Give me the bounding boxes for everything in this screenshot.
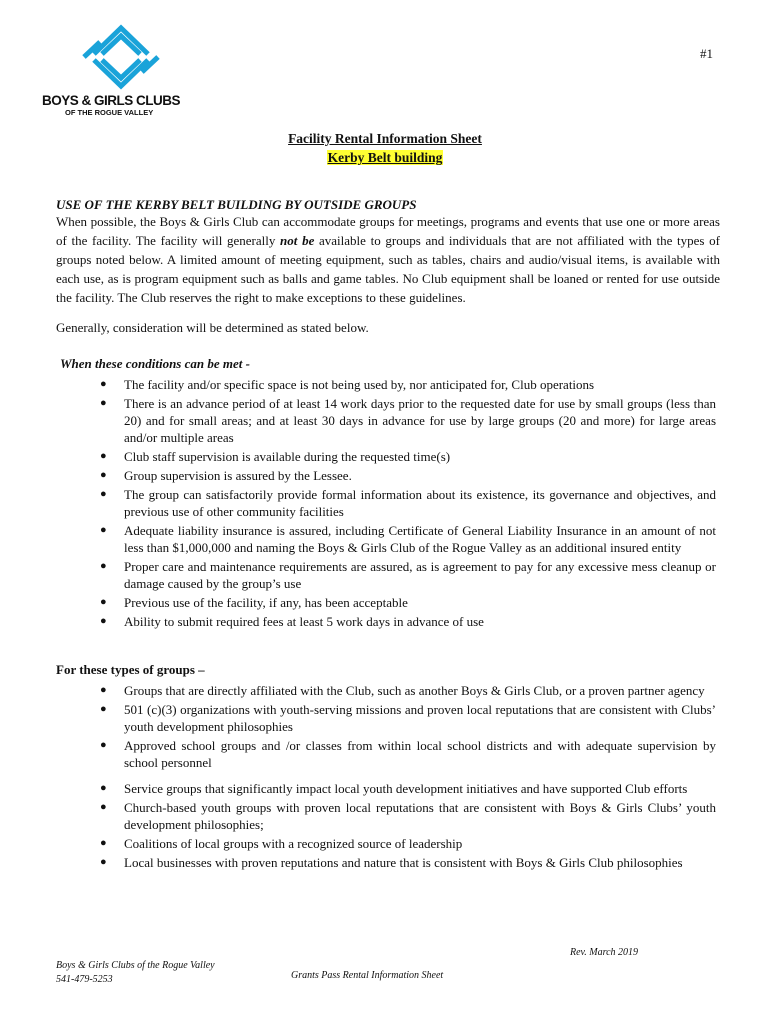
bullet-icon: ● <box>100 469 107 481</box>
bullet-icon: ● <box>100 856 107 868</box>
boys-and-girls-clubs-hands-logo-icon <box>80 24 162 90</box>
page-number: #1 <box>700 46 713 61</box>
list-item-text: There is an advance period of at least 14 work days prior to the requested date for use by small groups (less than 20) and for small areas; and at least 30 days in advance for use by large groups (20 and more) for large areas and/or multiple areas <box>124 396 716 445</box>
logo-subtitle: OF THE ROGUE VALLEY <box>65 108 154 117</box>
generally-paragraph: Generally, consideration will be determined as stated below. <box>56 320 369 335</box>
bullet-icon: ● <box>100 684 107 696</box>
bullet-icon: ● <box>100 524 107 536</box>
list-item-text: Service groups that significantly impact local youth development initiatives and have supported Club efforts <box>124 781 688 796</box>
list-item <box>0 737 716 771</box>
list-item <box>0 701 716 735</box>
bullet-icon: ● <box>100 837 107 849</box>
bullet-icon: ● <box>100 782 107 794</box>
conditions-list <box>0 376 770 632</box>
bullet-icon: ● <box>100 703 107 715</box>
list-item <box>0 448 716 465</box>
footer-phone: 541-479-5253 <box>56 974 113 985</box>
list-item <box>0 558 716 592</box>
list-item-text: Proper care and maintenance requirements are assured, as is agreement to pay for any excessive mess cleanup or damage caused by the group’s use <box>124 559 716 591</box>
section-heading: USE OF THE KERBY BELT BUILDING BY OUTSIDE GROUPS <box>56 197 417 212</box>
list-item <box>0 854 716 871</box>
list-item-text: Ability to submit required fees at least 5 work days in advance of use <box>124 614 484 629</box>
footer-org: Boys & Girls Clubs of the Rogue Valley <box>56 960 215 971</box>
bullet-icon: ● <box>100 615 107 627</box>
club-logo <box>42 24 207 116</box>
list-item <box>0 835 716 852</box>
list-item-text: Adequate liability insurance is assured, including Certificate of General Liability Insurance in an amount of not less than $1,000,000 and naming the Boys & Girls Club of the Rogue Valley as an additional insured entity <box>124 523 716 555</box>
list-item <box>0 799 716 833</box>
list-item <box>0 395 716 446</box>
bullet-icon: ● <box>100 801 107 813</box>
document-subtitle-text: Kerby Belt building <box>327 150 443 165</box>
bullet-icon: ● <box>100 378 107 390</box>
intro-emphasis: not be <box>280 233 315 248</box>
list-item-text: The facility and/or specific space is not being used by, nor anticipated for, Club operations <box>124 377 595 392</box>
group-types-heading: For these types of groups – <box>56 662 205 677</box>
bullet-icon: ● <box>100 596 107 608</box>
list-item-text: Previous use of the facility, if any, has been acceptable <box>124 595 408 610</box>
list-item <box>0 376 716 393</box>
list-item <box>0 522 716 556</box>
bullet-icon: ● <box>100 397 107 409</box>
bullet-icon: ● <box>100 739 107 751</box>
list-item <box>0 682 716 699</box>
bullet-icon: ● <box>100 488 107 500</box>
list-item-text: Coalitions of local groups with a recognized source of leadership <box>124 836 463 851</box>
intro-paragraph <box>56 212 720 307</box>
footer-contact <box>56 959 215 987</box>
bullet-icon: ● <box>100 450 107 462</box>
list-item-text: Approved school groups and /or classes from within local school districts and with adequate supervision by school personnel <box>124 738 716 770</box>
bullet-icon: ● <box>100 560 107 572</box>
list-item-text: Church-based youth groups with proven local reputations that are consistent with Boys & Girls Clubs’ youth development philosophies; <box>124 800 716 832</box>
footer-document-name: Grants Pass Rental Information Sheet <box>291 970 444 981</box>
list-item-text: 501 (c)(3) organizations with youth-serving missions and proven local reputations that are consistent with Clubs’ youth development philosophies <box>124 702 716 734</box>
list-item <box>0 467 716 484</box>
document-subtitle <box>0 150 770 166</box>
group-types-list <box>0 682 770 873</box>
list-item-text: Group supervision is assured by the Lessee. <box>124 468 352 483</box>
list-item-text: Club staff supervision is available during the requested time(s) <box>124 449 451 464</box>
footer-revision: Rev. March 2019 <box>570 947 639 958</box>
list-item-text: Local businesses with proven reputations and nature that is consistent with Boys & Girls Club philosophies <box>124 855 683 870</box>
document-title-text: Facility Rental Information Sheet <box>288 131 482 146</box>
intro-text-before: When possible, the Boys & Girls Club can accommodate groups for meetings, programs and events that use one or more areas of the facility. The facility will generally <box>56 214 720 248</box>
intro-text-after: available to groups and individuals that are not affiliated with the types of groups noted below. A limited amount of meeting equipment, such as tables, chairs and audio/visual items, is available with each use, as is program equipment such as balls and game tables. No Club equipment shall be loaned or rented for use outside the facility. The Club reserves the right to make exceptions to these guidelines. <box>56 233 720 305</box>
conditions-heading: When these conditions can be met - <box>60 356 250 371</box>
list-item-text: The group can satisfactorily provide formal information about its existence, its governance and objectives, and previous use of other community facilities <box>124 487 716 519</box>
list-item <box>0 780 716 797</box>
list-item-text: Groups that are directly affiliated with the Club, such as another Boys & Girls Club, or a proven partner agency <box>124 683 705 698</box>
list-item <box>0 613 716 630</box>
logo-name: BOYS & GIRLS CLUBS <box>42 93 181 108</box>
document-title <box>0 131 770 147</box>
list-item <box>0 486 716 520</box>
list-item <box>0 594 716 611</box>
